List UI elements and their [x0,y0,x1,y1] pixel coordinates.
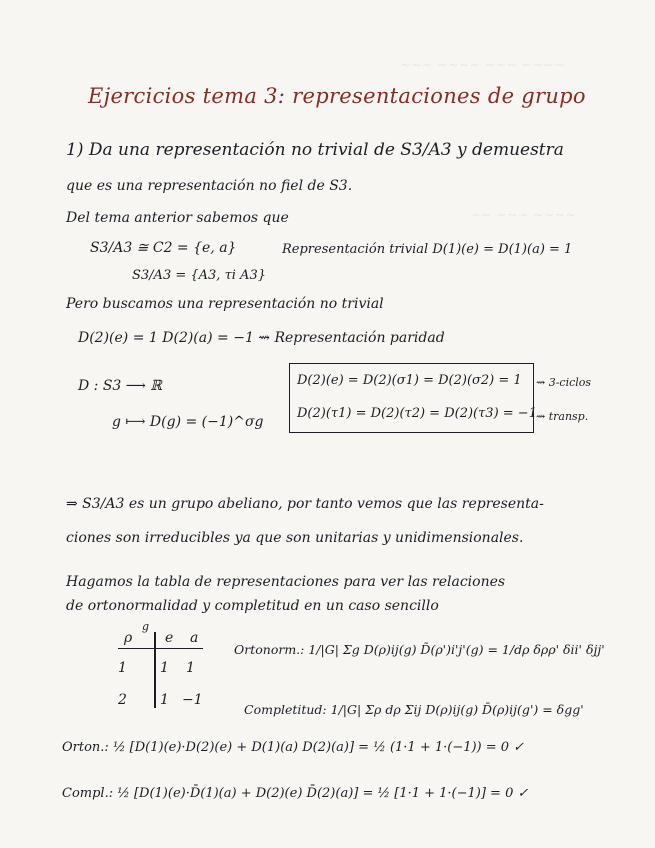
bleed-through-text: ~~~ ~~~~ ~~~ ~~~~ [400,58,565,73]
table-corner-rho: ρ [124,630,133,646]
map-rule: g ⟼ D(g) = (−1)^σg [112,414,264,430]
parity-representation: D(2)(e) = 1 D(2)(a) = −1 ⇝ Representación paridad [78,330,445,346]
abelian-line-1: ⇒ S3/A3 es un grupo abeliano, por tanto vemos que las representa- [66,496,544,512]
table-col-a: a [190,630,199,646]
orthonormality-relation: Ortonorm.: 1/|G| Σg D(ρ)ij(g) D̄(ρ')i'j'(g) = 1/dρ δρρ' δii' δjj' [234,642,605,657]
completeness-check: Compl.: ½ [D(1)(e)·D̄(1)(a) + D(2)(e) D̄(2)(a)] = ½ [1·1 + 1·(−1)] = 0 ✓ [62,786,529,801]
table-row-2-e: 1 [160,692,169,708]
box-line-transpositions: D(2)(τ1) = D(2)(τ2) = D(2)(τ3) = −1 [297,406,537,421]
table-corner-g: g [142,620,150,633]
label-3-cycles: ⇝ 3-ciclos [536,376,592,389]
exercise-1-line-1: 1) Da una representación no trivial de S3/A3 y demuestra [66,140,564,160]
table-horizontal-rule [118,648,203,649]
table-row-2-label: 2 [118,692,127,708]
orthonormality-check: Orton.: ½ [D(1)(e)·D(2)(e) + D(1)(a) D(2)(a)] = ½ (1·1 + 1·(−1)) = 0 ✓ [62,740,525,755]
abelian-line-2: ciones son irreducibles ya que son unitarias y unidimensionales. [66,530,524,546]
table-row-2-a: −1 [182,692,203,708]
map-definition: D : S3 ⟶ ℝ [78,378,162,394]
label-transpositions: ⇝ transp. [536,410,589,423]
table-row-1-e: 1 [160,660,169,676]
nontrivial-search: Pero buscamos una representación no trivial [66,296,384,312]
box-line-3-cycles: D(2)(e) = D(2)(σ1) = D(2)(σ2) = 1 [297,373,522,388]
prior-topic-note: Del tema anterior sabemos que [66,210,289,226]
table-intro-line-2: de ortonormalidad y completitud en un caso sencillo [66,598,439,614]
quotient-isomorphism: S3/A3 ≅ C2 = {e, a} [90,240,237,256]
table-row-1-label: 1 [118,660,127,676]
table-row-1-a: 1 [186,660,195,676]
completeness-relation: Completitud: 1/|G| Σρ dρ Σij D(ρ)ij(g) D̄(ρ)ij(g') = δgg' [244,702,584,717]
bleed-through-text: ~~ ~~~ ~~~~ [470,208,577,223]
exercise-1-line-2: que es una representación no fiel de S3. [66,178,353,194]
table-vertical-rule [154,632,156,708]
table-col-e: e [165,630,174,646]
trivial-representation: Representación trivial D(1)(e) = D(1)(a) = 1 [282,242,573,257]
page-title: Ejercicios tema 3: representaciones de grupo [88,84,586,108]
cosets: S3/A3 = {A3, τi A3} [132,268,266,283]
table-intro-line-1: Hagamos la tabla de representaciones para ver las relaciones [66,574,506,590]
